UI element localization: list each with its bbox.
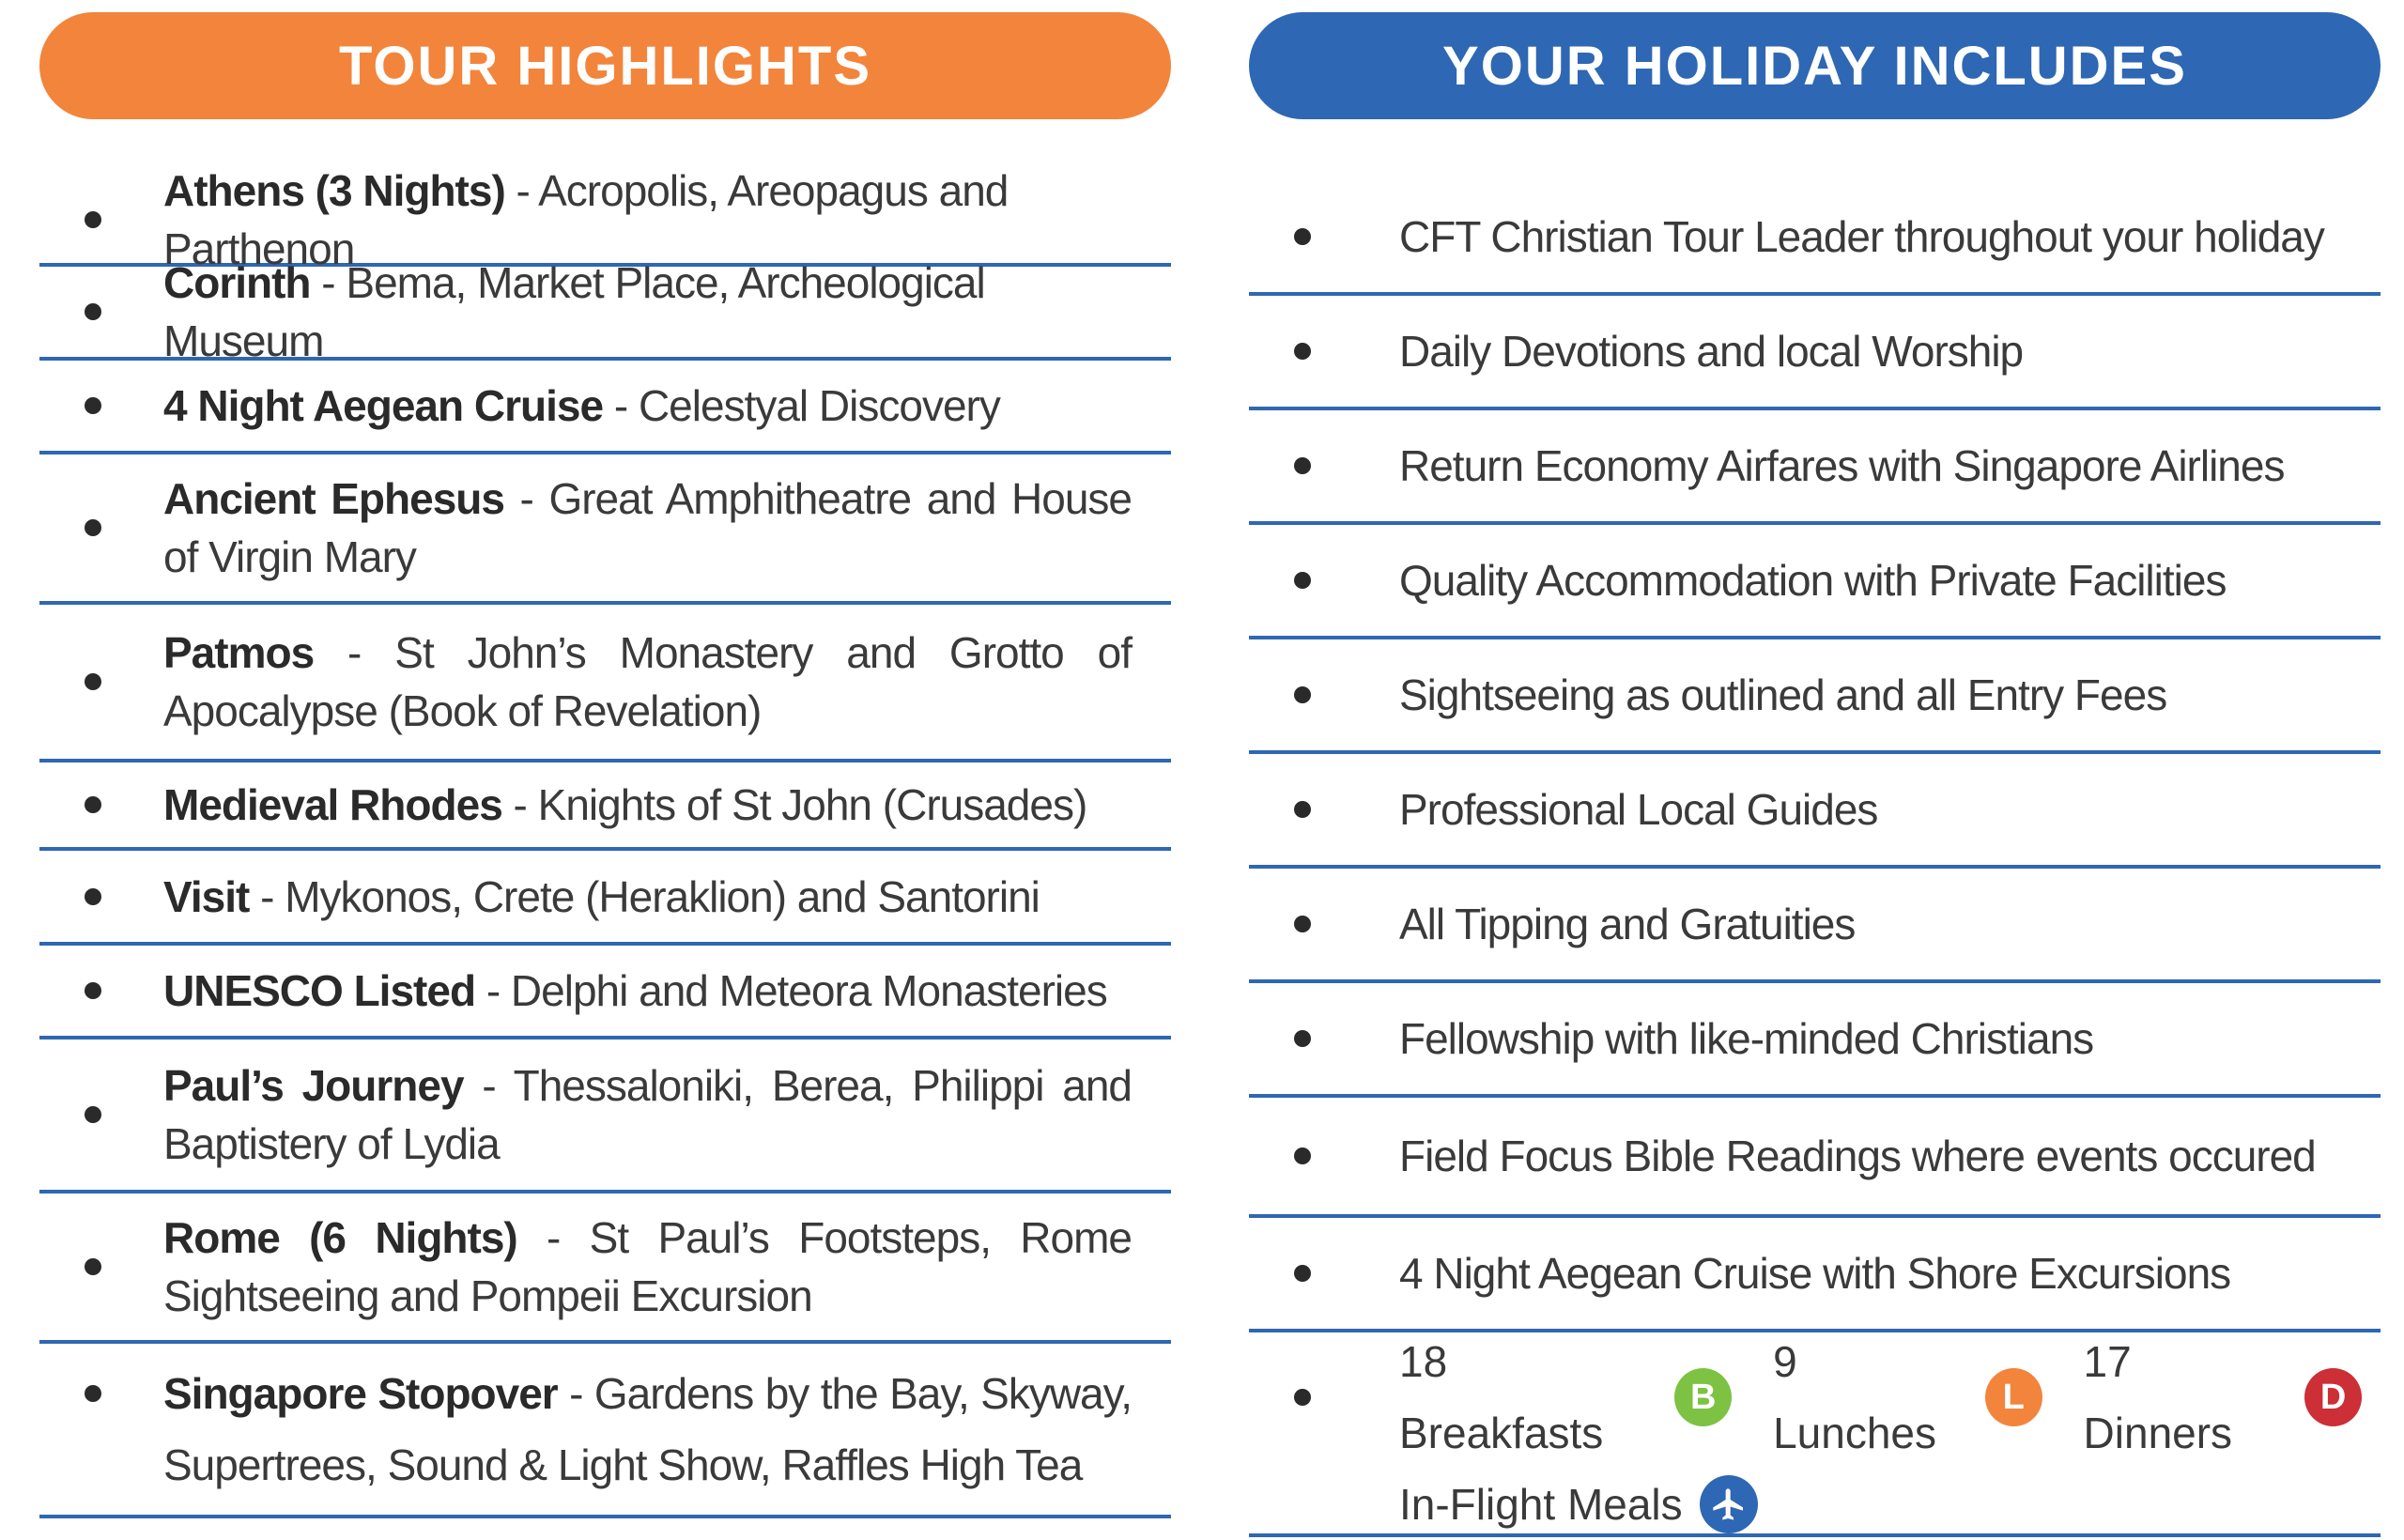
item-title: 4 Night Aegean Cruise <box>163 381 604 430</box>
bullet-icon <box>85 673 101 690</box>
item-title: Athens (3 Nights) <box>163 165 505 215</box>
bullet-icon <box>85 888 101 905</box>
bullet-icon <box>85 796 101 813</box>
bullet-icon <box>85 303 101 320</box>
breakfast-badge-icon: B <box>1674 1368 1732 1426</box>
meals-block <box>1399 1326 2362 1540</box>
bullet-icon <box>85 982 101 999</box>
list-item <box>39 258 1171 365</box>
item-text: - Acropolis, Areopagus and Parthenon <box>163 165 1009 273</box>
item-title: Ancient Ephesus <box>163 474 504 523</box>
item-text: Quality Accommodation with Private Facilities <box>1399 556 2227 605</box>
item-text: - Gardens by the Bay, Skyway, Supertrees, Sound & Light Show, Raffles High Tea <box>163 1369 1132 1489</box>
airplane-icon <box>1700 1475 1758 1533</box>
item-text: CFT Christian Tour Leader throughout your holiday <box>1399 212 2324 261</box>
list-item <box>1249 869 2381 983</box>
list-item <box>39 946 1171 1040</box>
list-item <box>1249 1218 2381 1332</box>
tour-highlights-list <box>39 165 1171 1518</box>
item-text: Daily Devotions and local Worship <box>1399 327 2024 376</box>
bullet-icon <box>1294 686 1311 703</box>
meals-item <box>1249 1332 2381 1537</box>
list-item <box>1249 181 2381 296</box>
bullet-icon <box>85 211 101 228</box>
list-item <box>1249 410 2381 525</box>
bullet-icon <box>1294 572 1311 589</box>
list-item <box>1249 983 2381 1098</box>
item-text: - Celestyal Discovery <box>603 381 1000 430</box>
dinners-count: 17 Dinners D <box>2084 1326 2362 1469</box>
item-title: UNESCO Listed <box>163 966 476 1015</box>
list-item <box>1249 1098 2381 1218</box>
list-item <box>1249 296 2381 410</box>
bullet-icon <box>85 1106 101 1123</box>
inflight-meals: In-Flight Meals <box>1399 1469 1758 1540</box>
item-text: - Mykonos, Crete (Heraklion) and Santorini <box>249 871 1040 921</box>
holiday-includes-list <box>1249 181 2381 1537</box>
item-text: - St John’s Monastery and Grotto of Apocalypse (Book of Revelation) <box>163 628 1132 735</box>
item-text: Return Economy Airfares with Singapore Airlines <box>1399 441 2285 490</box>
list-item <box>1249 754 2381 869</box>
bullet-icon <box>1294 343 1311 360</box>
item-title: Patmos <box>163 628 315 677</box>
item-text: Fellowship with like-minded Christians <box>1399 1014 2094 1063</box>
bullet-icon <box>85 519 101 536</box>
tour-highlights-column <box>39 0 1171 1518</box>
item-text: Field Focus Bible Readings where events occured <box>1399 1132 2316 1180</box>
bullet-icon <box>1294 457 1311 474</box>
list-item <box>39 361 1171 454</box>
item-text: - Knights of St John (Crusades) <box>501 780 1087 829</box>
bullet-icon <box>85 1385 101 1402</box>
dinner-badge-icon: D <box>2304 1368 2362 1426</box>
item-text: - Bema, Market Place, Archeological Museum <box>163 258 985 365</box>
list-item <box>1249 525 2381 639</box>
item-title: Corinth <box>163 258 311 307</box>
list-item <box>39 1040 1171 1194</box>
lunch-badge-icon: L <box>1985 1368 2042 1426</box>
bullet-icon <box>1294 1265 1311 1282</box>
list-item <box>1249 639 2381 754</box>
list-item <box>39 454 1171 605</box>
list-item <box>39 1194 1171 1344</box>
bullet-icon <box>1294 1147 1311 1164</box>
item-text: 4 Night Aegean Cruise with Shore Excursions <box>1399 1249 2231 1298</box>
item-title: Singapore Stopover <box>163 1369 558 1418</box>
item-title: Medieval Rhodes <box>163 780 502 829</box>
list-item <box>39 851 1171 946</box>
item-title: Rome (6 Nights) <box>163 1213 517 1262</box>
holiday-includes-header: YOUR HOLIDAY INCLUDES <box>1249 12 2381 119</box>
list-item <box>39 605 1171 762</box>
item-text: - Delphi and Meteora Monasteries <box>475 966 1107 1015</box>
bullet-icon <box>1294 1030 1311 1047</box>
tour-highlights-header: TOUR HIGHLIGHTS <box>39 12 1171 119</box>
list-item <box>39 1344 1171 1518</box>
item-text: - Thessaloniki, Berea, Philippi and Baptistery of Lydia <box>163 1061 1133 1168</box>
item-text: - St Paul’s Footsteps, Rome Sightseeing and Pompeii Excursion <box>163 1213 1132 1320</box>
item-text: Sightseeing as outlined and all Entry Fees <box>1399 670 2167 719</box>
bullet-icon <box>1294 228 1311 245</box>
item-text: All Tipping and Gratuities <box>1399 900 1856 948</box>
item-text: Professional Local Guides <box>1399 785 1878 834</box>
breakfasts-count: 18 Breakfasts B <box>1399 1326 1732 1469</box>
bullet-icon <box>85 397 101 414</box>
item-title: Visit <box>163 871 250 921</box>
list-item <box>39 762 1171 851</box>
item-text: - Great Amphitheatre and House of Virgin Mary <box>163 474 1132 581</box>
bullet-icon <box>85 1258 101 1275</box>
lunches-count: 9 Lunches L <box>1773 1326 2042 1469</box>
bullet-icon <box>1294 916 1311 932</box>
holiday-includes-column <box>1249 0 2381 1537</box>
item-title: Paul’s Journey <box>163 1061 464 1110</box>
bullet-icon <box>1294 1389 1311 1406</box>
bullet-icon <box>1294 801 1311 818</box>
